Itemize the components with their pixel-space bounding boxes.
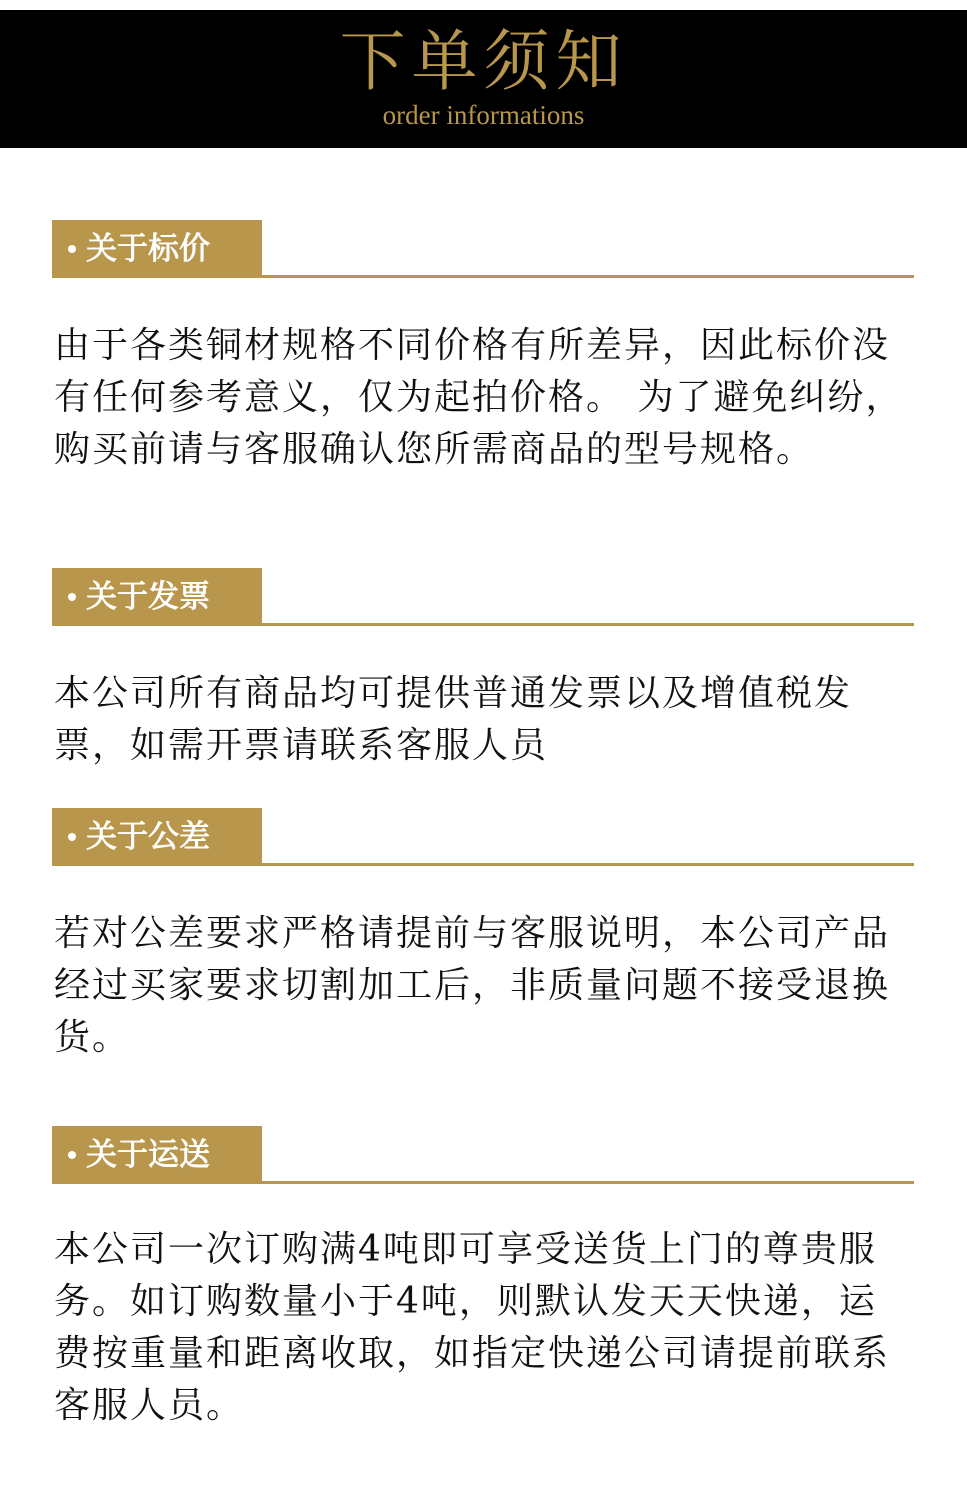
section-tag: [52, 220, 262, 278]
bullet-dot-icon: [68, 833, 76, 841]
section-tag: [52, 1126, 262, 1184]
bullet-dot-icon: [68, 593, 76, 601]
section-text: 本公司所有商品均可提供普通发票以及增值税发票，如需开票请联系客服人员: [54, 673, 853, 766]
bullet-dot-icon: [68, 1151, 76, 1159]
section-tag-label: 关于标价: [86, 231, 210, 267]
section-tag: [52, 568, 262, 626]
section-divider: [52, 1181, 914, 1184]
section-tag: [52, 808, 262, 866]
page-title: 下单须知: [339, 23, 628, 100]
section-tag-label: 关于公差: [86, 819, 210, 855]
section-text: 本公司一次订购满4吨即可享受送货上门的尊贵服务。如订购数量小于4吨，则默认发天天快递，运费按重量和距离收取，如指定快递公司请提前联系客服人员。: [54, 1229, 891, 1426]
section-text: 由于各类铜材规格不同价格有所差异，因此标价没有任何参考意义，仅为起拍价格。 为了避免纠纷，购买前请与客服确认您所需商品的型号规格。: [54, 325, 904, 470]
section-divider: [52, 863, 914, 866]
section-divider: [52, 623, 914, 626]
page-subtitle: order informations: [382, 100, 585, 130]
section-tag-label: 关于发票: [86, 579, 210, 615]
section-divider: [52, 275, 914, 278]
bullet-dot-icon: [68, 245, 76, 253]
section-text: 若对公差要求严格请提前与客服说明，本公司产品经过买家要求切割加工后，非质量问题不接受退换货。: [54, 913, 891, 1058]
header-banner: [0, 10, 967, 148]
section-tag-label: 关于运送: [86, 1137, 210, 1173]
